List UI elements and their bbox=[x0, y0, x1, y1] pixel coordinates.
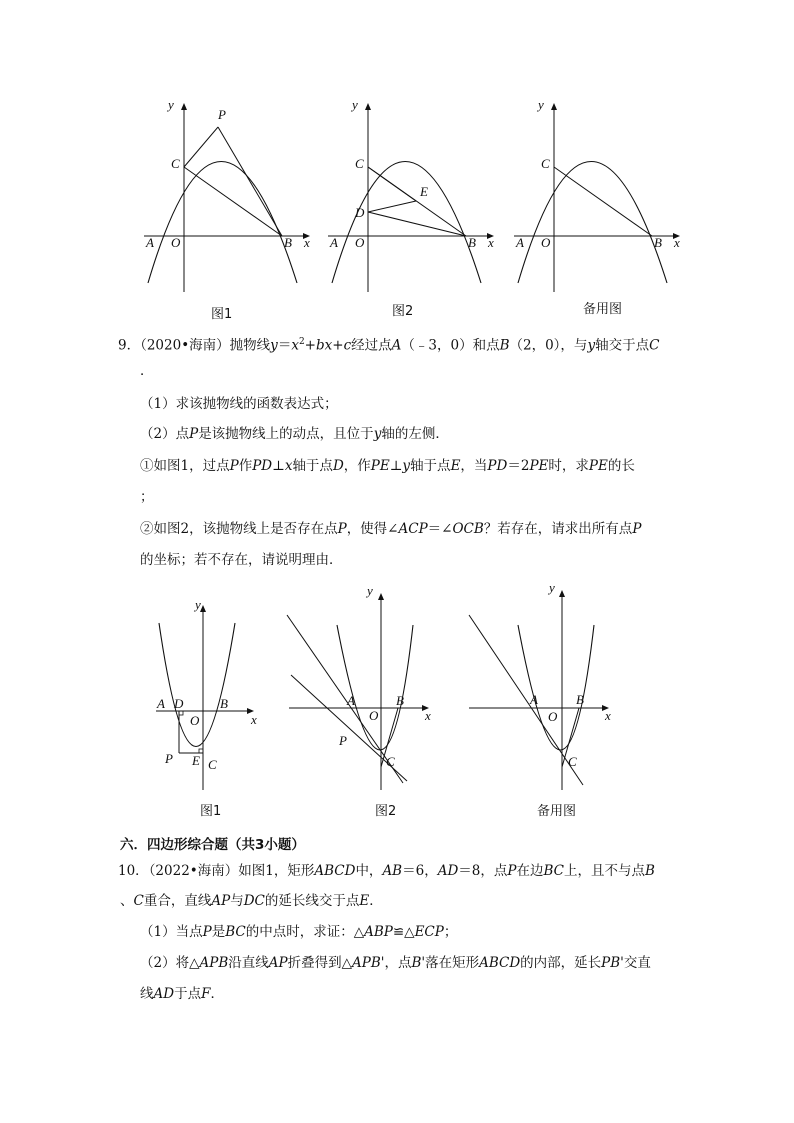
label-y: y bbox=[352, 97, 358, 112]
label-C: C bbox=[355, 156, 364, 171]
label-O: O bbox=[355, 235, 365, 250]
label-A: A bbox=[146, 235, 154, 250]
top-figure-3 bbox=[510, 95, 690, 300]
top-figure-1-caption: 图1 bbox=[211, 307, 233, 322]
label-x: x bbox=[674, 235, 680, 250]
line-CA-extended bbox=[469, 615, 583, 785]
parabola bbox=[518, 162, 667, 284]
label-x: x bbox=[605, 708, 611, 723]
top-figure-3-svg bbox=[510, 95, 690, 300]
label-A: A bbox=[330, 235, 338, 250]
segment-CB bbox=[184, 167, 282, 236]
label-C: C bbox=[386, 754, 395, 769]
label-C: C bbox=[208, 757, 217, 772]
label-C: C bbox=[171, 156, 180, 171]
q9-figure-1-svg bbox=[150, 595, 275, 805]
top-figure-2-caption: 图2 bbox=[392, 304, 414, 319]
label-O: O bbox=[548, 709, 558, 724]
q9-sub-2: ②如图2，该抛物线上是否存在点P，使得∠ACP＝∠OCB？若存在，请求出所有点P bbox=[140, 521, 642, 537]
q9-line-1: 9．（2020•海南）抛物线$y=x^2+bx+c$经过点A（﹣3，0）和点B（2，0），与y轴交于点C bbox=[118, 337, 660, 354]
q9-sub-1: ①如图1，过点P作PD⊥x轴于点D，作PE⊥y轴于点E，当PD＝2PE时，求PE的长 bbox=[140, 458, 635, 474]
right-angle-D bbox=[179, 711, 183, 715]
label-D: D bbox=[174, 696, 184, 711]
label-P: P bbox=[218, 107, 226, 122]
label-B: B bbox=[576, 692, 584, 707]
q9-figure-1 bbox=[150, 595, 275, 805]
label-x: x bbox=[251, 712, 257, 727]
q9-part-1: （1）求该抛物线的函数表达式； bbox=[140, 396, 338, 412]
label-A: A bbox=[157, 696, 165, 711]
label-y: y bbox=[538, 97, 544, 112]
segment-DB bbox=[368, 212, 466, 236]
q9-figure-2-caption: 图2 bbox=[375, 804, 397, 819]
y-axis-arrow bbox=[181, 103, 187, 110]
label-C: C bbox=[568, 754, 577, 769]
q9-sub-2-line-2: 的坐标；若不存在，请说明理由． bbox=[140, 552, 343, 568]
parabola bbox=[518, 625, 594, 750]
q9-figure-3-svg bbox=[465, 580, 625, 795]
y-axis-arrow bbox=[365, 103, 371, 110]
top-figure-3-caption: 备用图 bbox=[583, 302, 623, 317]
segment-CB bbox=[554, 167, 652, 236]
label-D: D bbox=[355, 205, 365, 220]
q9-figure-2-svg bbox=[285, 585, 445, 800]
label-y: y bbox=[367, 583, 373, 598]
segment-CP bbox=[184, 127, 218, 167]
parabola bbox=[332, 162, 481, 284]
label-A: A bbox=[530, 692, 538, 707]
label-y: y bbox=[195, 597, 201, 612]
q10-part-2-line-2: 线AD于点F． bbox=[140, 986, 224, 1002]
q9-figure-3-caption: 备用图 bbox=[537, 804, 577, 819]
label-E: E bbox=[192, 753, 200, 768]
q9-line-2: ． bbox=[140, 363, 154, 379]
label-y: y bbox=[549, 580, 555, 595]
q9-sub-1-line-2: ； bbox=[140, 489, 154, 505]
y-axis-arrow bbox=[200, 605, 206, 612]
q10-part-1: （1）当点P是BC的中点时，求证：△ABP≌△ECP； bbox=[140, 924, 458, 940]
label-E: E bbox=[420, 184, 428, 199]
q10-line-2: 、C重合，直线AP与DC的延长线交于点E． bbox=[120, 893, 383, 909]
segment-DE bbox=[368, 201, 416, 212]
label-B: B bbox=[220, 696, 228, 711]
top-figure-1 bbox=[140, 95, 320, 300]
parabola bbox=[337, 625, 413, 750]
label-B: B bbox=[396, 693, 404, 708]
section-heading: 六．四边形综合题（共3小题） bbox=[120, 837, 305, 853]
top-figure-1-svg bbox=[140, 95, 320, 300]
label-x: x bbox=[488, 235, 494, 250]
segment-PB bbox=[218, 127, 282, 236]
q9-figure-1-caption: 图1 bbox=[200, 804, 222, 819]
label-x: x bbox=[425, 708, 431, 723]
q10-line-1: 10．（2022•海南）如图1，矩形ABCD中，AB＝6，AD＝8，点P在边BC上，且不与点B bbox=[118, 863, 655, 879]
label-B: B bbox=[284, 235, 292, 250]
label-P: P bbox=[339, 733, 347, 748]
label-O: O bbox=[541, 235, 551, 250]
y-axis-arrow bbox=[559, 590, 565, 597]
q10-part-2: （2）将△APB沿直线AP折叠得到△APB'，点B'落在矩形ABCD的内部，延长PB'交直 bbox=[140, 955, 651, 971]
q9-figure-3 bbox=[465, 580, 625, 795]
label-A: A bbox=[347, 693, 355, 708]
q9-figure-2 bbox=[285, 585, 445, 800]
segment-CE bbox=[368, 167, 416, 201]
label-O: O bbox=[190, 713, 200, 728]
label-A: A bbox=[516, 235, 524, 250]
label-O: O bbox=[369, 708, 379, 723]
q9-part-2: （2）点P是该抛物线上的动点，且位于y轴的左侧． bbox=[140, 426, 449, 442]
label-y: y bbox=[168, 97, 174, 112]
label-x: x bbox=[304, 235, 310, 250]
label-P: P bbox=[165, 751, 173, 766]
y-axis-arrow bbox=[378, 593, 384, 600]
parabola bbox=[148, 162, 297, 284]
top-figure-2-svg bbox=[324, 95, 504, 300]
label-C: C bbox=[541, 156, 550, 171]
y-axis-arrow bbox=[551, 103, 557, 110]
top-figure-2 bbox=[324, 95, 504, 300]
label-O: O bbox=[171, 235, 181, 250]
label-B: B bbox=[468, 235, 476, 250]
label-B: B bbox=[654, 235, 662, 250]
